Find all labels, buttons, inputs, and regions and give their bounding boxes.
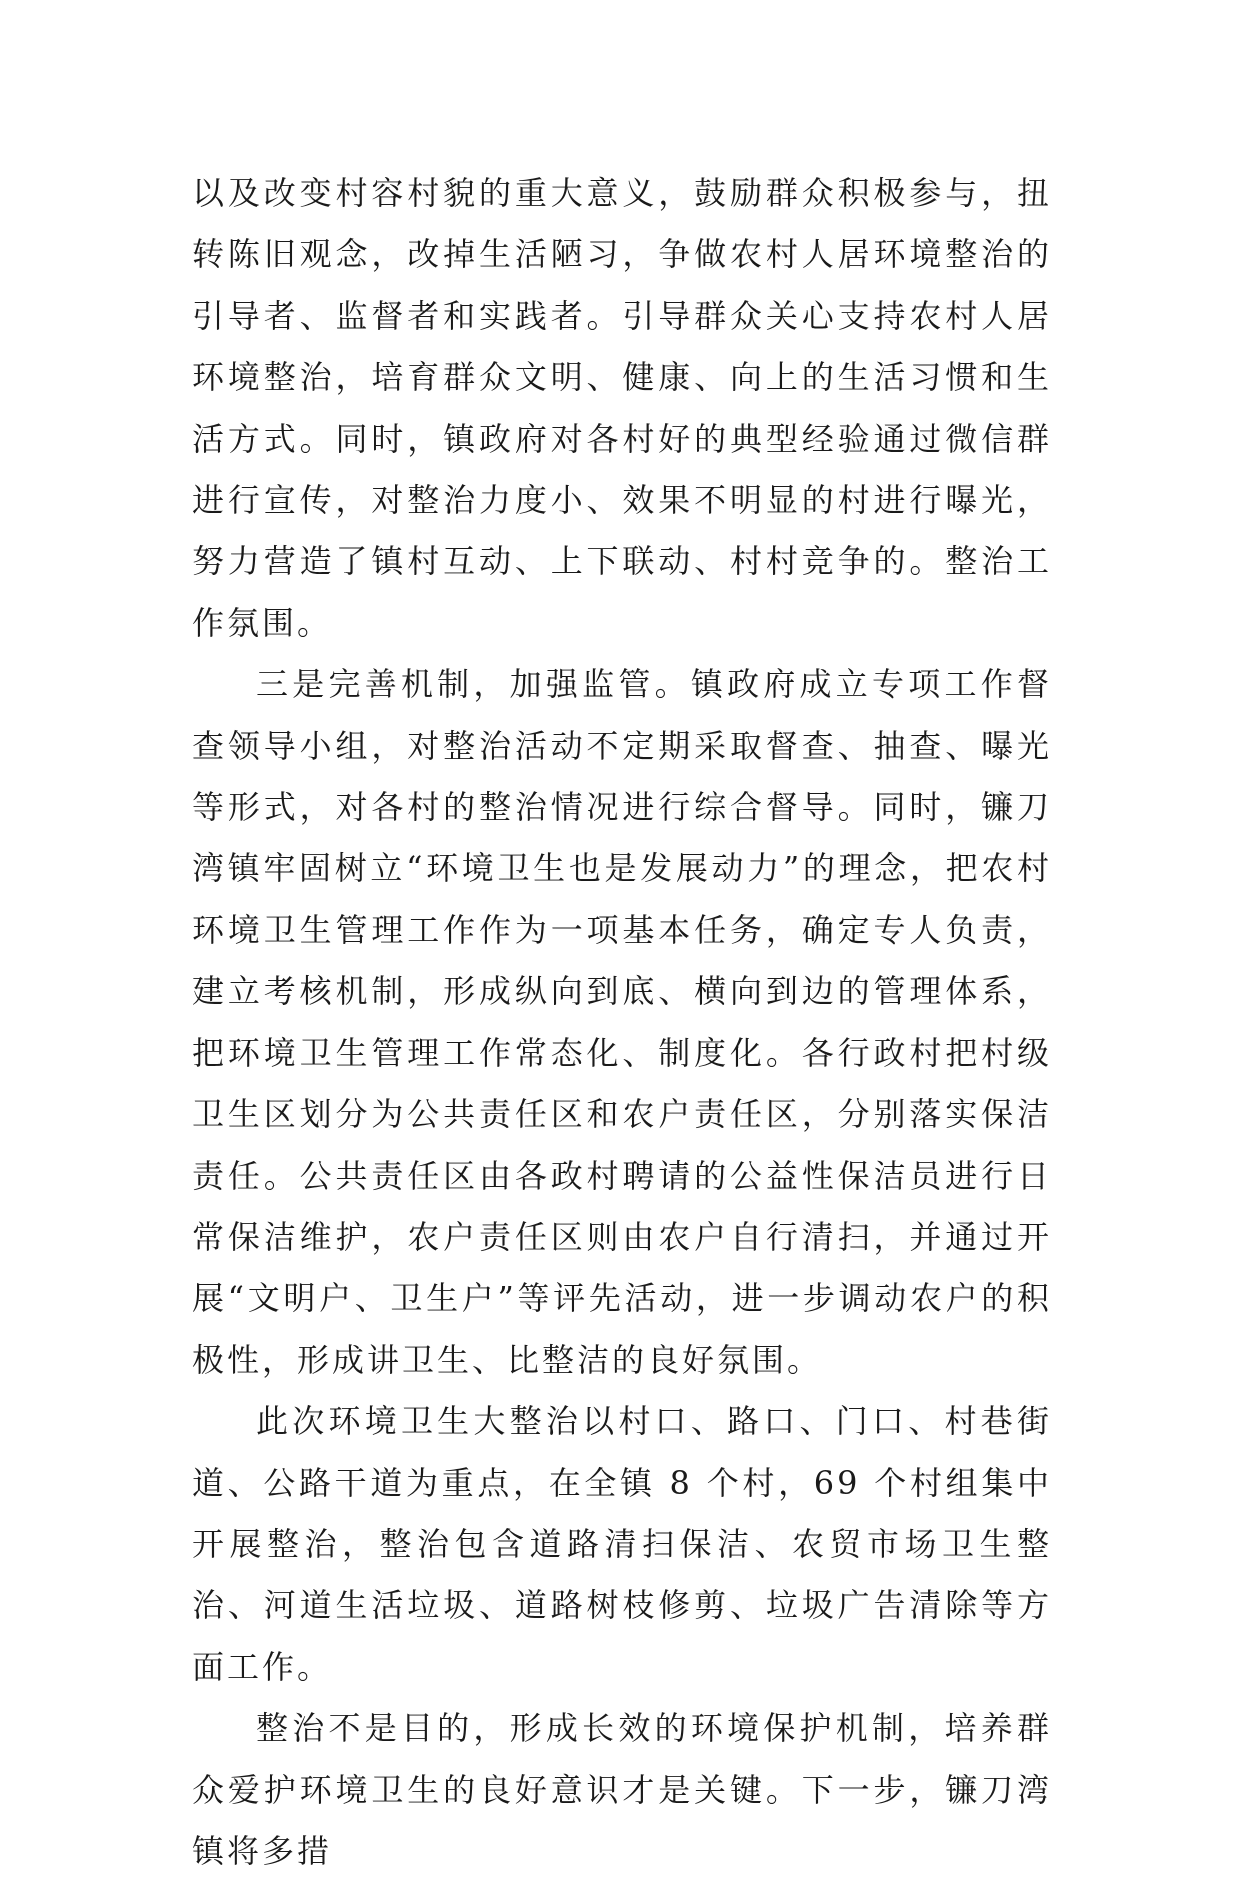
paragraph-mechanism: 三是完善机制，加强监管。镇政府成立专项工作督查领导小组，对整治活动不定期采取督查、抽查、曝光等形式，对各村的整治情况进行综合督导。同时，镰刀湾镇牢固树立“环境卫生也是发展动力”的理念，把农村环境卫生管理工作作为一项基本任务，确定专人负责，建立考核机制，形成纵向到底、横向到边的管理体系，把环境卫生管理工作常态化、制度化。各行政村把村级卫生区划分为公共责任区和农户责任区，分别落实保洁责任。公共责任区由各政村聘请的公益性保洁员进行日常保洁维护，农户责任区则由农户自行清扫，并通过开展“文明户、卫生户”等评先活动，进一步调动农户的积极性，形成讲卫生、比整洁的良好氛围。 [192, 665, 1052, 1379]
paragraph-continuation: 以及改变村容村貌的重大意义，鼓励群众积极参与，扭转陈旧观念，改掉生活陋习，争做农村人居环境整治的引导者、监督者和实践者。引导群众关心支持农村人居环境整治，培育群众文明、健康、向上的生活习惯和生活方式。同时，镇政府对各村好的典型经验通过微信群进行宣传，对整治力度小、效果不明显的村进行曝光，努力营造了镇村互动、上下联动、村村竞争的。整治工作氛围。 [192, 174, 1052, 642]
document-body [192, 163, 1052, 1882]
paragraph-campaign-scope: 此次环境卫生大整治以村口、路口、门口、村巷街道、公路干道为重点，在全镇 8 个村，69 个村组集中开展整治，整治包含道路清扫保洁、农贸市场卫生整治、河道生活垃圾、道路树枝修剪、垃圾广告清除等方面工作。 [192, 1402, 1052, 1686]
paragraph-next-steps: 整治不是目的，形成长效的环境保护机制，培养群众爱护环境卫生的良好意识才是关键。下一步，镰刀湾镇将多措 [192, 1709, 1052, 1870]
